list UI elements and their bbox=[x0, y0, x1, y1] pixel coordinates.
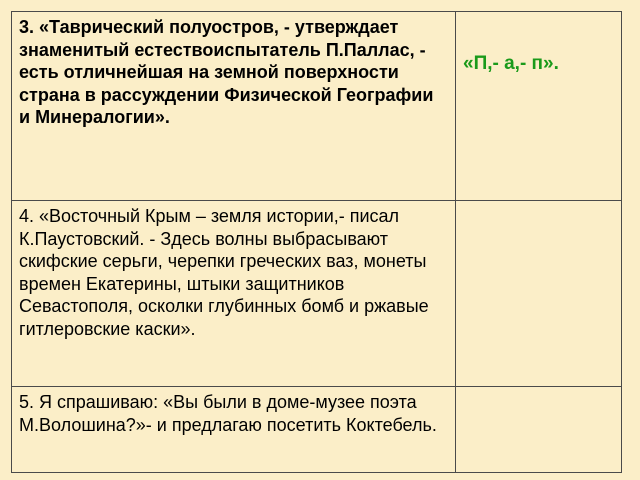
table-row bbox=[12, 201, 622, 387]
sentence-cell bbox=[12, 201, 456, 387]
sentence-cell bbox=[12, 12, 456, 201]
scheme-cell bbox=[456, 201, 622, 387]
scheme-cell bbox=[456, 387, 622, 473]
scheme-answer bbox=[456, 387, 621, 427]
scheme-cell bbox=[456, 12, 622, 201]
sentence-text: 3. «Таврический полуостров, - утверждает знаменитый естествоиспытатель П.Паллас, - есть отличнейшая на земной поверхности страна в рассуждении Физической Географии и Минералогии». bbox=[19, 17, 434, 127]
exercise-table bbox=[11, 11, 622, 473]
table-row bbox=[12, 12, 622, 201]
sentence-text: 5. Я спрашиваю: «Вы были в доме-музее поэта М.Волошина?»- и предлагаю посетить Коктебель. bbox=[19, 392, 437, 435]
sentence-text: 4. «Восточный Крым – земля истории,- писал К.Паустовский. - Здесь волны выбрасывают скифские серьги, черепки греческих ваз, монеты времен Екатерины, штыки защитников Севастополя, осколки глубинных бомб и ржавые гитлеровские каски». bbox=[19, 206, 429, 339]
sentence-cell bbox=[12, 387, 456, 473]
scheme-answer: «П,- а,- п». bbox=[463, 53, 559, 74]
table-row bbox=[12, 387, 622, 473]
scheme-answer bbox=[456, 201, 621, 241]
